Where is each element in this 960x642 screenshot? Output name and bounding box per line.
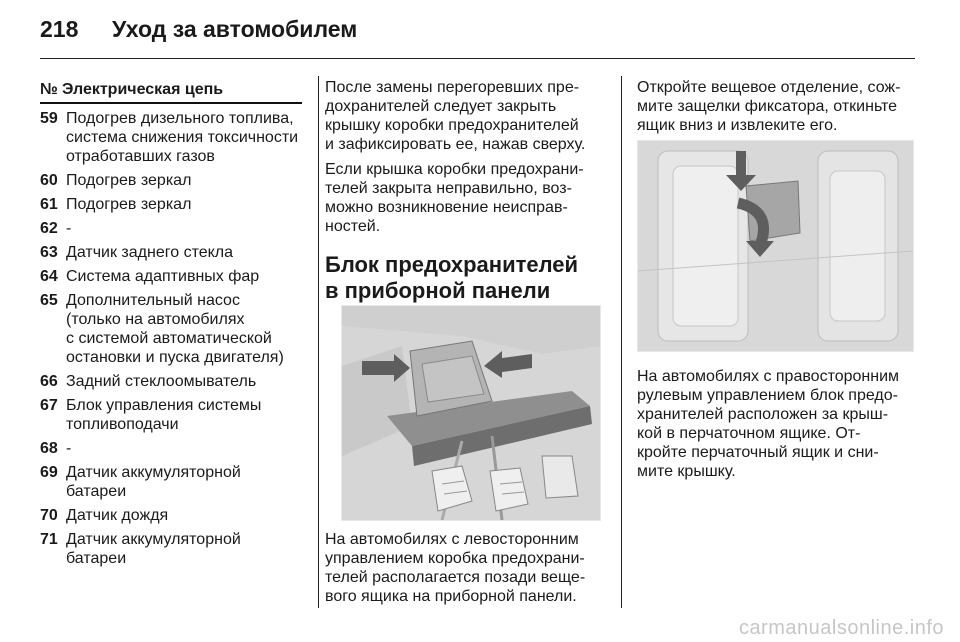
column-divider-left	[318, 76, 319, 608]
figure-glovebox	[637, 140, 914, 352]
fuse-description: Датчик аккумуляторной батареи	[66, 531, 241, 567]
fuse-row	[40, 195, 302, 214]
fuse-number: 60	[40, 172, 58, 189]
paragraph-close-cover: После замены перегоревших пре- дохранителей следует закрыть крышку коробки предохранителей и зафиксировать ее, нажав сверху.	[325, 79, 586, 153]
fuse-table	[40, 80, 302, 568]
caption-lhd: На автомобилях с левосторонним управлением коробка предохрани- телей располагается позади веще- вого ящика на приборной панели.	[325, 531, 586, 605]
fuse-row	[40, 439, 302, 458]
fuse-row	[40, 463, 302, 501]
glovebox-illustration	[638, 141, 913, 351]
page-title: Уход за автомобилем	[112, 16, 358, 42]
fuse-description: -	[66, 440, 72, 457]
fuse-description: Система адаптивных фар	[66, 268, 260, 285]
fuse-number: 69	[40, 464, 58, 481]
figure-lhd-instrument-panel	[341, 305, 601, 521]
fuse-number: 71	[40, 531, 58, 548]
fuse-row	[40, 396, 302, 434]
caption-lhd-block	[325, 530, 607, 606]
fuse-number: 66	[40, 373, 58, 390]
fuse-number: 65	[40, 292, 58, 309]
fuse-description: Блок управления системы топливоподачи	[66, 397, 262, 433]
column-header-number: №	[40, 81, 58, 98]
fuse-row	[40, 243, 302, 262]
fuse-row	[40, 171, 302, 190]
fuse-row	[40, 219, 302, 238]
fuse-description: Дополнительный насос (только на автомобилях с системой автоматической остановки и пуска двигателя)	[66, 292, 284, 366]
fuse-number: 64	[40, 268, 58, 285]
fuse-row	[40, 291, 302, 367]
section-heading: Блок предохранителей в приборной панели	[325, 252, 579, 303]
fuse-number: 62	[40, 220, 58, 237]
header-rule	[40, 58, 915, 59]
fuse-row	[40, 506, 302, 525]
fuse-description: Датчик дождя	[66, 507, 169, 524]
fuse-row	[40, 372, 302, 391]
caption-rhd-block	[637, 367, 917, 481]
fuse-number: 63	[40, 244, 58, 261]
column-header-circuit: Электрическая цепь	[62, 81, 224, 98]
fuse-row	[40, 530, 302, 568]
page-header	[40, 16, 357, 52]
lhd-fusebox-illustration	[342, 306, 600, 520]
fuse-number: 59	[40, 110, 58, 127]
fuse-description: Датчик аккумуляторной батареи	[66, 464, 241, 500]
page-number: 218	[40, 16, 79, 42]
column-divider-right	[621, 76, 622, 608]
paragraph-open-glovebox: Откройте вещевое отделение, сож- мите защелки фиксатора, откиньте ящик вниз и извлеките его.	[637, 79, 901, 134]
fuse-description: Задний стеклоомыватель	[66, 373, 257, 390]
fuse-description: Датчик заднего стекла	[66, 244, 234, 261]
fuse-row	[40, 267, 302, 286]
fuse-description: Подогрев дизельного топлива, система снижения токсичности отработавших газов	[66, 110, 299, 165]
right-column	[637, 78, 917, 135]
fuse-description: Подогрев зеркал	[66, 196, 192, 213]
middle-column	[325, 78, 607, 304]
fuse-number: 61	[40, 196, 58, 213]
caption-rhd: На автомобилях с правосторонним рулевым управлением блок предо- хранителей расположен за крыш- кой в перчаточном ящике. От- кройте перчаточный ящик и сни- мите крышку.	[637, 368, 900, 480]
fuse-number: 70	[40, 507, 58, 524]
fuse-row	[40, 109, 302, 166]
fuse-table-header	[40, 80, 302, 104]
fuse-description: -	[66, 220, 72, 237]
fuse-number: 67	[40, 397, 58, 414]
watermark: carmanualsonline.info	[738, 617, 944, 639]
fuse-number: 68	[40, 440, 58, 457]
fuse-description: Подогрев зеркал	[66, 172, 192, 189]
paragraph-warning: Если крышка коробки предохрани- телей закрыта неправильно, воз- можно возникновение неисправ- ностей.	[325, 161, 584, 235]
